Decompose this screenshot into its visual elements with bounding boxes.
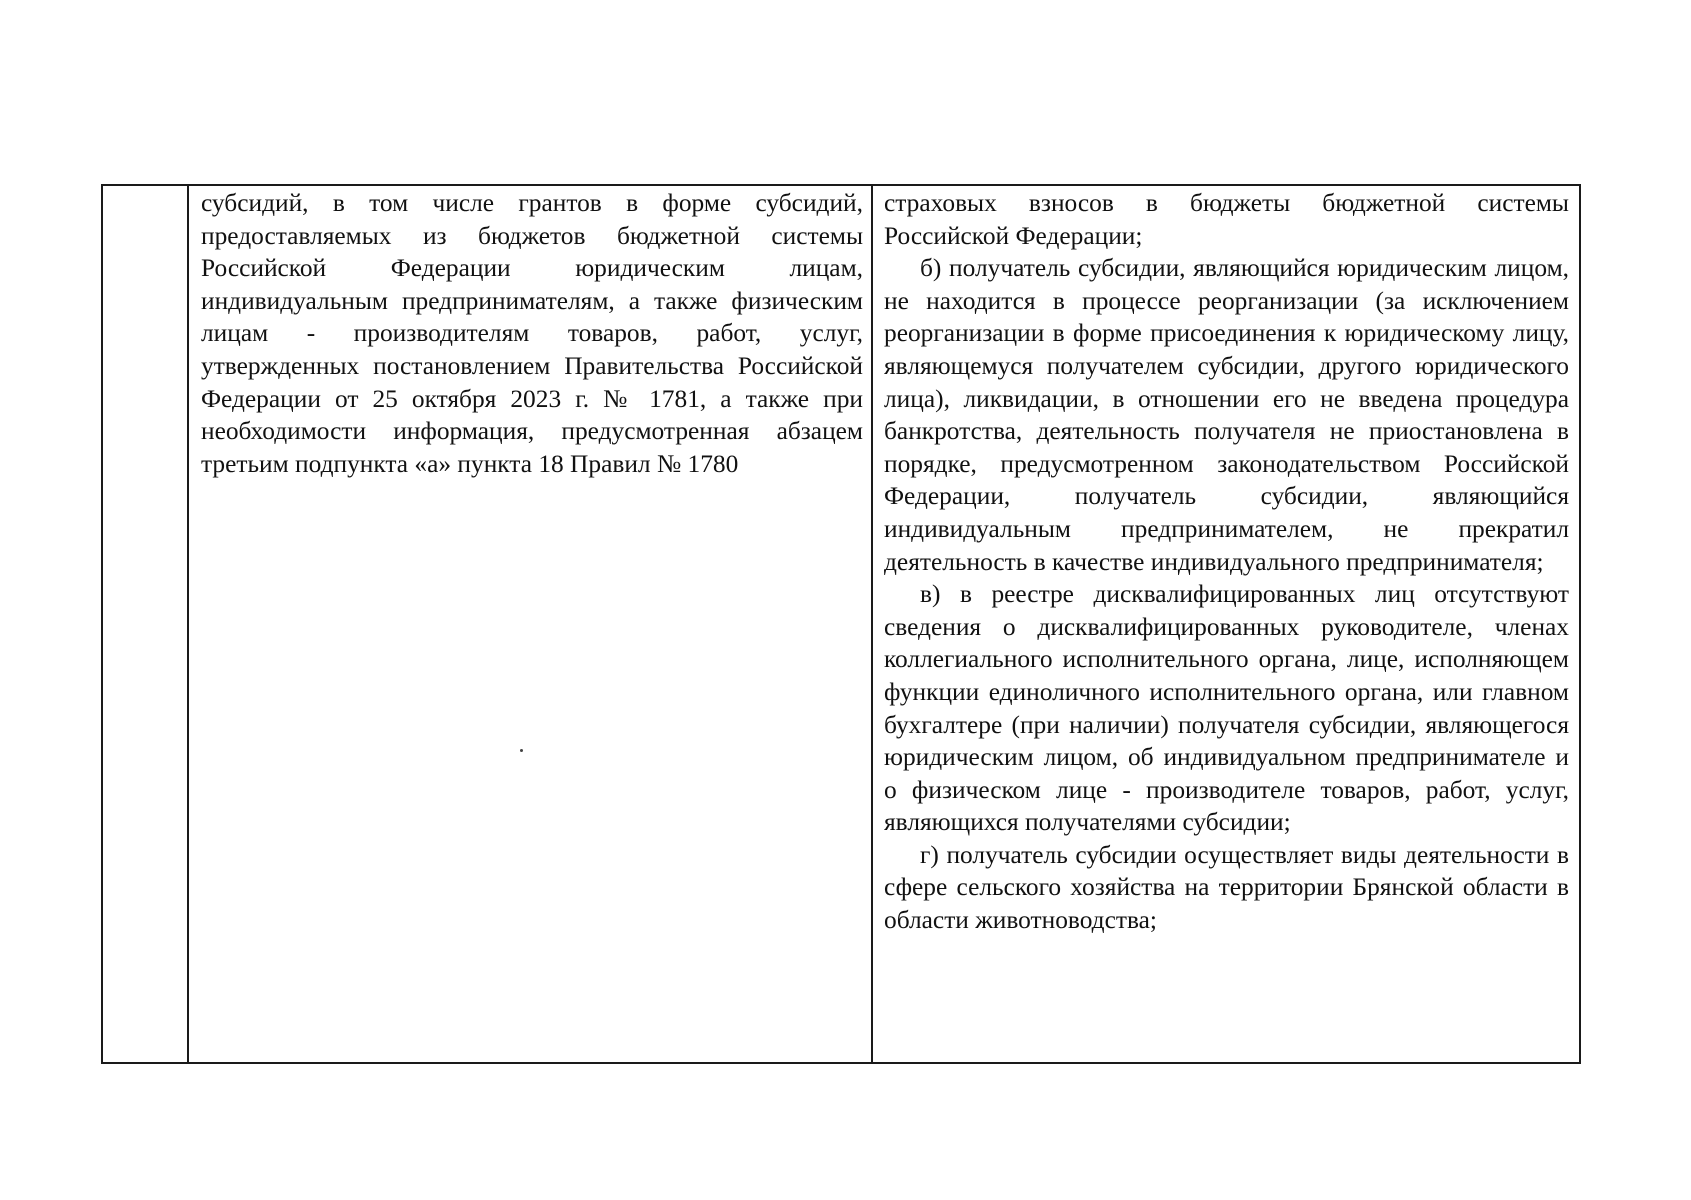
scan-speck: [520, 749, 523, 752]
criteria-paragraph-v: в) в реестре дисквалифицированных лиц отсутствуют сведения о дисквалифицированных руководителе, членах коллегиального исполнительного органа, лице, исполняющем функции единоличного исполнительного органа, или главном бухгалтере (при наличии) получателя субсидии, являющегося юридическим лицом, об индивидуальном предпринимателе и о физическом лице - производителе товаров, работ, услуг, являющихся получателями субсидии;: [884, 580, 1569, 837]
document-table: [101, 184, 1581, 1064]
number-cell: [102, 185, 188, 1063]
criteria-paragraph-g: г) получатель субсидии осуществляет виды деятельности в сфере сельского хозяйства на территории Брянской области в области животноводства;: [884, 840, 1569, 935]
criteria-paragraph-continuation: страховых взносов в бюджеты бюджетной системы Российской Федерации;: [884, 189, 1569, 250]
requirements-criteria-cell: [872, 185, 1580, 1063]
document-paragraph: субсидий, в том числе грантов в форме субсидий, предоставляемых из бюджетов бюджетной системы Российской Федерации юридическим лицам, индивидуальным предпринимателям, а также физическим лицам - производителям товаров, работ, услуг, утвержденных постановлением Правительства Российской Федерации от 25 октября 2023 г. № 1781, а также при необходимости информация, предусмотренная абзацем третьим подпункта «а» пункта 18 Правил № 1780: [201, 189, 863, 478]
requirements-document-cell: [188, 185, 872, 1063]
table-row: [102, 185, 1580, 1063]
criteria-paragraph-b: б) получатель субсидии, являющийся юридическим лицом, не находится в процессе реорганизации (за исключением реорганизации в форме присоединения к юридическому лицу, являющемуся получателем субсидии, другого юридического лица), ликвидации, в отношении его не введена процедура банкротства, деятельность получателя не приостановлена в порядке, предусмотренном законодательством Российской Федерации, получатель субсидии, являющийся индивидуальным предпринимателем, не прекратил деятельность в качестве индивидуального предпринимателя;: [884, 254, 1569, 576]
